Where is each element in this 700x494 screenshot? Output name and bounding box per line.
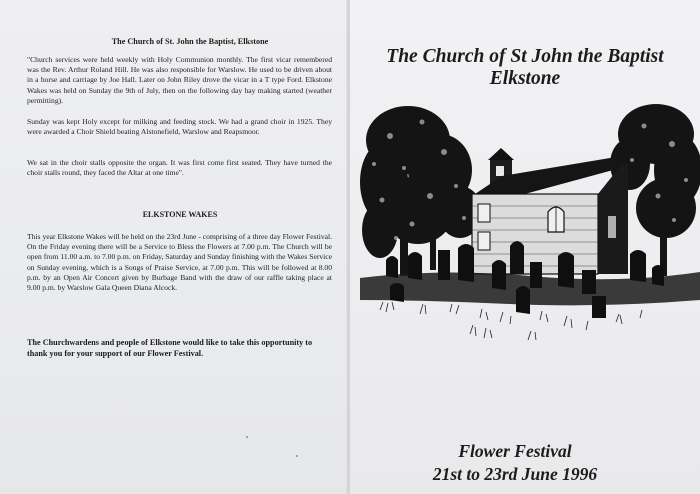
cover-title bbox=[360, 46, 690, 90]
page-title: The Church of St. John the Baptist, Elkstone bbox=[111, 37, 269, 46]
wakes-heading: ELKSTONE WAKES bbox=[142, 210, 218, 219]
festival-heading bbox=[410, 440, 620, 486]
paper-speck bbox=[296, 455, 298, 457]
cover-title-line-1: The Church of St John the Baptist bbox=[386, 46, 664, 67]
thanks-note: The Churchwardens and people of Elkstone would like to take this opportunity to thank you for your support of our Flower Festival. bbox=[27, 338, 313, 358]
paper-speck bbox=[246, 436, 248, 438]
festival-line-1: Flower Festival bbox=[458, 441, 572, 461]
wakes-paragraph: This year Elkstone Wakes will be held on the 23rd June - comprising of a three day Flower Festival. On the Friday evening there will be a Service to Bless the Flowers at 7.00 p.m. The Church will be open from 11.00 a.m. to 7.00 p.m. on Friday, Saturday and Sunday finishing with the Wakes Service on Sunday evening, which is a Songs of Praise Service, at 7.00 p.m. This will be followed at 8.00 p.m. by an Open Air Concert given by Burbage Band with the draw of our raffle taking place at 9.00 p.m. by Warslow Gala Queen Diana Alcock. bbox=[27, 232, 332, 293]
history-paragraph-1: "Church services were held weekly with Holy Communion monthly. The first vicar remembered was the Rev. Arthur Roland Hill. He was also responsible for Warslow. He used to be driven about in a horse and carriage by Joe Hall. Later on John Riley drove the vicar in a T type Ford. Elkstone Wakes was held on Sunday the 9th of July, then on the following day hay making started (weather permitting). bbox=[27, 55, 332, 105]
cover-title-line-2: Elkstone bbox=[489, 68, 561, 89]
church-building bbox=[472, 148, 628, 274]
festival-dates: 21st to 23rd June 1996 bbox=[432, 464, 598, 484]
left-page bbox=[0, 0, 348, 494]
church-illustration bbox=[360, 100, 700, 350]
history-paragraph-2: Sunday was kept Holy except for milking and feeding stock. We had a grand choir in 1925. They were awarded a Choir Shield beating Alstonefield, Warslow and Reapsmoor. bbox=[27, 117, 332, 137]
history-paragraph-3: We sat in the choir stalls opposite the organ. It was first come first seated. They have turned the choir stalls round, they faced the Altar at one time". bbox=[27, 158, 332, 178]
